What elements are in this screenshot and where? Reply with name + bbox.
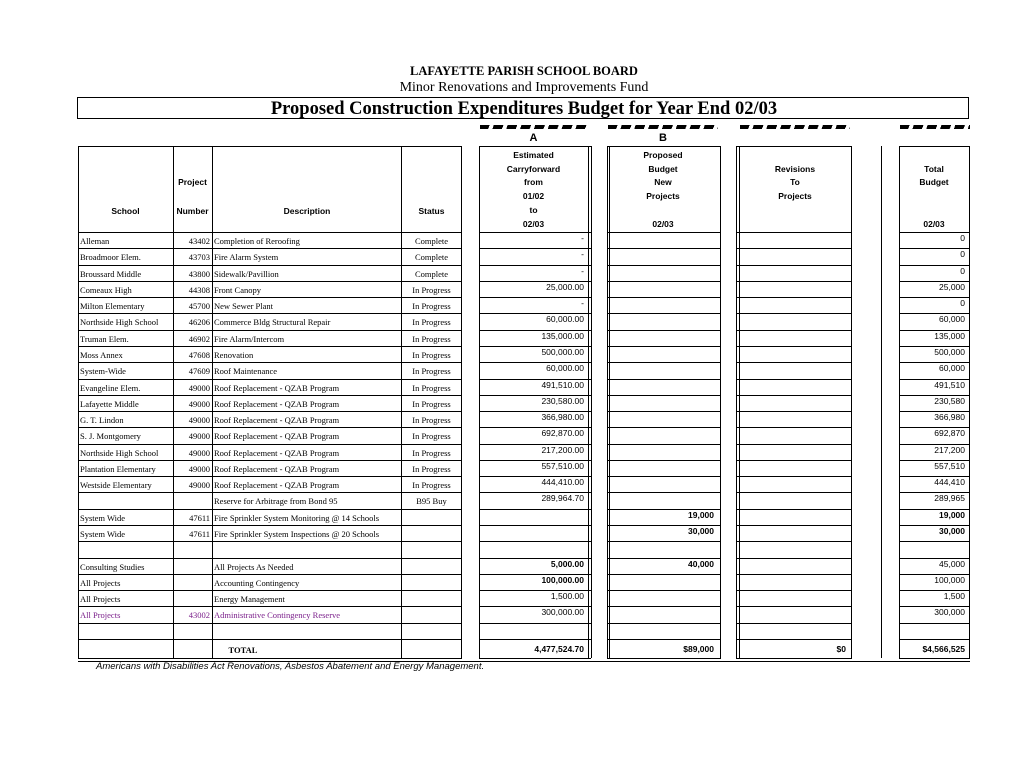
table-cell-carryforward: 491,510.00 — [541, 380, 584, 390]
grid-vline — [591, 146, 592, 658]
grid-hline-row — [78, 558, 462, 559]
grid-hline-row — [78, 623, 462, 624]
total-revisions: $0 — [836, 644, 846, 654]
table-cell-project-number: 49000 — [188, 480, 210, 490]
grid-vline — [736, 146, 737, 658]
table-cell-status: In Progress — [412, 448, 451, 458]
table-cell-project-number: 47611 — [189, 513, 210, 523]
grid-hline-row — [607, 492, 721, 493]
grid-hline-row — [78, 492, 462, 493]
grid-vline — [720, 146, 721, 658]
page-title: Proposed Construction Expenditures Budget for Year End 02/03 — [270, 99, 778, 119]
grid-hline-row — [78, 395, 462, 396]
table-cell-total: 0 — [960, 266, 965, 276]
grid-hline-row — [736, 313, 852, 314]
grid-hline-top — [607, 146, 721, 147]
table-cell-status: In Progress — [412, 317, 451, 327]
col-header-carryforward: Carryforward — [506, 164, 561, 174]
table-cell-project-number: 49000 — [188, 431, 210, 441]
table-cell-carryforward: 135,000.00 — [541, 331, 584, 341]
table-cell-description: Commerce Bldg Structural Repair — [214, 317, 331, 327]
grid-hline-row — [78, 248, 462, 249]
table-cell-description: Roof Replacement - QZAB Program — [214, 399, 340, 409]
grid-hline-row — [78, 313, 462, 314]
grid-hline-row — [736, 411, 852, 412]
table-cell-total: 289,965 — [934, 493, 965, 503]
table-cell-total: 500,000 — [934, 347, 965, 357]
footnote: Americans with Disabilities Act Renovations, Asbestos Abatement and Energy Management. — [96, 661, 485, 672]
table-cell-project-number: 44308 — [188, 285, 210, 295]
grid-hline-bottom — [479, 658, 591, 659]
grid-hline-row — [479, 525, 591, 526]
table-cell-project-number: 45700 — [188, 301, 210, 311]
dash-rule-d — [900, 125, 970, 129]
col-header-revisions: To — [790, 177, 800, 187]
grid-vline — [609, 146, 610, 658]
grid-hline-bottom — [607, 658, 721, 659]
grid-hline-row — [736, 395, 852, 396]
table-cell-carryforward: 300,000.00 — [541, 607, 584, 617]
table-cell-proposed: 40,000 — [688, 559, 714, 569]
col-header-proposed: Proposed — [643, 150, 683, 160]
table-cell-school: System Wide — [80, 529, 126, 539]
table-cell-status: In Progress — [412, 301, 451, 311]
table-cell-total: 557,510 — [934, 461, 965, 471]
grid-hline-row — [607, 248, 721, 249]
table-cell-carryforward: - — [581, 266, 584, 276]
table-cell-school: Moss Annex — [80, 350, 123, 360]
grid-hline-row — [899, 541, 970, 542]
grid-vline — [851, 146, 852, 658]
table-cell-school: Consulting Studies — [80, 562, 145, 572]
table-cell-status: In Progress — [412, 350, 451, 360]
grid-hline-row — [736, 362, 852, 363]
grid-hline-row — [78, 444, 462, 445]
grid-hline-row — [607, 379, 721, 380]
table-cell-school: Evangeline Elem. — [80, 383, 141, 393]
table-cell-total: 366,980 — [934, 412, 965, 422]
table-cell-school: System-Wide — [80, 366, 126, 376]
grid-hline-row — [607, 460, 721, 461]
column-letter-b: B — [659, 132, 667, 144]
col-header-project: Project — [178, 177, 207, 187]
grid-hline-row — [78, 590, 462, 591]
table-cell-project-number: 43402 — [188, 236, 210, 246]
table-cell-total: 25,000 — [939, 282, 965, 292]
grid-hline-row — [736, 525, 852, 526]
table-cell-school: Comeaux High — [80, 285, 132, 295]
table-cell-school: All Projects — [80, 610, 121, 620]
table-cell-project-number: 49000 — [188, 399, 210, 409]
grid-hline-top — [78, 146, 462, 147]
table-cell-school: All Projects — [80, 578, 121, 588]
grid-hline-top — [899, 146, 970, 147]
table-cell-description: Renovation — [214, 350, 254, 360]
grid-vline — [212, 146, 213, 658]
table-cell-description: Roof Replacement - QZAB Program — [214, 415, 340, 425]
dash-rule-a — [480, 125, 587, 129]
grid-hline-header — [607, 232, 721, 233]
table-cell-total: 0 — [960, 233, 965, 243]
table-cell-status: In Progress — [412, 334, 451, 344]
grid-hline-row — [899, 639, 970, 640]
table-cell-carryforward: 289,964.70 — [541, 493, 584, 503]
table-cell-status: In Progress — [412, 285, 451, 295]
table-cell-carryforward: 217,200.00 — [541, 445, 584, 455]
table-cell-total: 1,500 — [943, 591, 965, 601]
grid-hline-row — [78, 460, 462, 461]
grid-hline-row — [736, 558, 852, 559]
grid-hline-row — [78, 330, 462, 331]
table-cell-project-number: 43002 — [188, 610, 210, 620]
grid-hline-row — [607, 313, 721, 314]
table-cell-carryforward: 230,580.00 — [541, 396, 584, 406]
table-cell-description: Administrative Contingency Reserve — [214, 610, 341, 620]
table-cell-project-number: 46902 — [188, 334, 210, 344]
grid-hline-bottom — [899, 658, 970, 659]
grid-hline-row — [479, 639, 591, 640]
table-cell-description: Roof Maintenance — [214, 366, 278, 376]
grid-hline-row — [736, 297, 852, 298]
table-cell-carryforward: 444,410.00 — [541, 477, 584, 487]
col-header-status: Status — [418, 206, 445, 216]
total-proposed: $89,000 — [683, 644, 714, 654]
total-label: TOTAL — [228, 645, 258, 655]
table-cell-total: 60,000 — [939, 314, 965, 324]
col-header-proposed: Budget — [648, 164, 678, 174]
table-cell-project-number: 43800 — [188, 269, 210, 279]
table-cell-total: 217,200 — [934, 445, 965, 455]
table-cell-description: Completion of Reroofing — [214, 236, 300, 246]
table-cell-status: Complete — [414, 236, 449, 246]
table-cell-total: 135,000 — [934, 331, 965, 341]
table-cell-school: Alleman — [80, 236, 110, 246]
grid-hline-row — [736, 509, 852, 510]
table-cell-project-number: 47611 — [189, 529, 210, 539]
table-cell-status: In Progress — [412, 480, 451, 490]
table-cell-total: 60,000 — [939, 363, 965, 373]
grid-hline-row — [899, 623, 970, 624]
grid-hline-row — [736, 606, 852, 607]
table-cell-description: Fire Alarm System — [214, 252, 279, 262]
table-cell-school: Lafayette Middle — [80, 399, 139, 409]
table-cell-status: In Progress — [412, 464, 451, 474]
grid-vline — [588, 146, 589, 658]
grid-hline-row — [78, 281, 462, 282]
table-cell-status: In Progress — [412, 431, 451, 441]
table-cell-carryforward: 5,000.00 — [550, 559, 584, 569]
table-cell-total: 45,000 — [939, 559, 965, 569]
table-cell-status: In Progress — [412, 399, 451, 409]
col-header-carryforward: to — [529, 205, 538, 215]
table-cell-description: Roof Replacement - QZAB Program — [214, 383, 340, 393]
fund-name: Minor Renovations and Improvements Fund — [399, 80, 649, 95]
total-budget: $4,566,525 — [922, 644, 965, 654]
table-cell-carryforward: 1,500.00 — [550, 591, 584, 601]
table-cell-status: B95 Buy — [416, 496, 447, 506]
table-cell-status: In Progress — [412, 415, 451, 425]
col-header-number: Number — [176, 206, 209, 216]
table-cell-total: 444,410 — [934, 477, 965, 487]
grid-hline-row — [736, 265, 852, 266]
grid-hline-row — [78, 427, 462, 428]
table-cell-carryforward: 100,000.00 — [541, 575, 584, 585]
table-cell-project-number: 49000 — [188, 415, 210, 425]
col-header-carryforward: Estimated — [513, 150, 554, 160]
table-cell-total: 692,870 — [934, 428, 965, 438]
table-cell-description: Fire Alarm/Intercom — [214, 334, 285, 344]
grid-hline-row — [78, 606, 462, 607]
grid-hline-row — [736, 460, 852, 461]
table-cell-carryforward: 60,000.00 — [546, 314, 584, 324]
table-cell-total: 19,000 — [939, 510, 965, 520]
grid-hline-row — [78, 574, 462, 575]
grid-hline-row — [607, 346, 721, 347]
grid-vline — [607, 146, 608, 658]
grid-vline — [969, 146, 970, 658]
grid-hline-row — [607, 265, 721, 266]
grid-hline-row — [78, 541, 462, 542]
grid-hline-row — [78, 525, 462, 526]
grid-hline-row — [78, 411, 462, 412]
column-letter-a: A — [529, 132, 538, 144]
table-cell-project-number: 49000 — [188, 383, 210, 393]
table-cell-total: 491,510 — [934, 380, 965, 390]
grid-hline-row — [78, 509, 462, 510]
col-header-school: School — [111, 206, 140, 216]
table-cell-status: In Progress — [412, 383, 451, 393]
org-name: LAFAYETTE PARISH SCHOOL BOARD — [410, 64, 638, 78]
col-header-carryforward: 01/02 — [522, 191, 545, 201]
table-cell-school: Truman Elem. — [80, 334, 129, 344]
grid-hline-row — [736, 330, 852, 331]
dash-rule-c — [740, 125, 850, 129]
table-cell-description: Energy Management — [214, 594, 285, 604]
table-cell-carryforward: 500,000.00 — [541, 347, 584, 357]
table-cell-status: In Progress — [412, 366, 451, 376]
table-cell-description: Fire Sprinkler System Inspections @ 20 Schools — [214, 529, 380, 539]
grid-hline-row — [736, 623, 852, 624]
grid-hline-top — [736, 146, 852, 147]
table-cell-carryforward: - — [581, 298, 584, 308]
grid-hline-row — [78, 297, 462, 298]
col-header-total: Budget — [919, 177, 949, 187]
col-header-total: Total — [924, 164, 944, 174]
table-cell-project-number: 47608 — [188, 350, 210, 360]
grid-hline-row — [607, 411, 721, 412]
table-cell-proposed: 19,000 — [688, 510, 714, 520]
table-cell-total: 300,000 — [934, 607, 965, 617]
grid-hline-row — [736, 574, 852, 575]
title-box — [77, 97, 969, 119]
table-cell-description: Front Canopy — [214, 285, 261, 295]
grid-hline-row — [479, 623, 591, 624]
grid-hline-row — [736, 492, 852, 493]
grid-hline-row — [78, 362, 462, 363]
grid-hline-row — [78, 476, 462, 477]
col-header-total: 02/03 — [923, 219, 945, 229]
table-cell-school: Westside Elementary — [80, 480, 152, 490]
grid-hline-row — [479, 509, 591, 510]
table-cell-project-number: 43703 — [188, 252, 210, 262]
table-cell-school: All Projects — [80, 594, 121, 604]
grid-vline — [78, 146, 79, 658]
col-header-proposed: Projects — [646, 191, 680, 201]
table-cell-school: G. T. Lindon — [80, 415, 124, 425]
grid-hline-row — [607, 623, 721, 624]
grid-hline-bottom — [78, 658, 462, 659]
grid-hline-row — [736, 379, 852, 380]
grid-hline-top — [479, 146, 591, 147]
table-cell-description: Roof Replacement - QZAB Program — [214, 464, 340, 474]
table-cell-proposed: 30,000 — [688, 526, 714, 536]
table-cell-status: Complete — [414, 269, 449, 279]
col-header-carryforward: from — [524, 177, 543, 187]
grid-hline-row — [479, 541, 591, 542]
table-cell-school: Northside High School — [80, 448, 159, 458]
table-cell-description: New Sewer Plant — [214, 301, 274, 311]
grid-hline-row — [607, 590, 721, 591]
grid-hline-row — [607, 427, 721, 428]
table-cell-description: Sidewalk/Pavillion — [214, 269, 279, 279]
grid-vline — [881, 146, 882, 658]
grid-hline-row — [607, 639, 721, 640]
grid-hline-row — [607, 362, 721, 363]
grid-hline-row — [78, 639, 462, 640]
table-cell-total: 100,000 — [934, 575, 965, 585]
table-cell-description: Roof Replacement - QZAB Program — [214, 480, 340, 490]
col-header-revisions: Projects — [778, 191, 812, 201]
table-cell-project-number: 49000 — [188, 448, 210, 458]
table-cell-description: Fire Sprinkler System Monitoring @ 14 Schools — [214, 513, 380, 523]
table-cell-total: 30,000 — [939, 526, 965, 536]
grid-hline-header — [78, 232, 462, 233]
grid-hline-row — [736, 541, 852, 542]
col-header-revisions: Revisions — [774, 164, 816, 174]
col-header-proposed: 02/03 — [652, 219, 674, 229]
grid-hline-row — [736, 444, 852, 445]
total-carryforward: 4,477,524.70 — [534, 644, 584, 654]
table-cell-project-number: 47609 — [188, 366, 210, 376]
col-header-proposed: New — [654, 177, 672, 187]
table-cell-carryforward: 692,870.00 — [541, 428, 584, 438]
table-cell-total: 0 — [960, 298, 965, 308]
table-cell-carryforward: - — [581, 249, 584, 259]
table-cell-school: System Wide — [80, 513, 126, 523]
grid-hline-row — [607, 281, 721, 282]
table-cell-school: Broadmoor Elem. — [80, 252, 141, 262]
grid-hline-row — [78, 346, 462, 347]
table-cell-total: 0 — [960, 249, 965, 259]
table-cell-school: Broussard Middle — [80, 269, 142, 279]
grid-hline-row — [736, 476, 852, 477]
table-cell-school: S. J. Montgomery — [80, 431, 141, 441]
grid-hline-row — [607, 606, 721, 607]
table-cell-description: Accounting Contingency — [214, 578, 300, 588]
grid-hline-row — [607, 395, 721, 396]
table-cell-description: All Projects As Needed — [214, 562, 294, 572]
grid-hline-row — [736, 639, 852, 640]
grid-hline-row — [607, 444, 721, 445]
table-cell-school: Northside High School — [80, 317, 159, 327]
grid-hline-row — [607, 574, 721, 575]
table-cell-project-number: 49000 — [188, 464, 210, 474]
table-cell-carryforward: - — [581, 233, 584, 243]
grid-hline-row — [607, 541, 721, 542]
table-cell-school: Milton Elementary — [80, 301, 145, 311]
grid-hline-row — [736, 346, 852, 347]
table-cell-project-number: 46206 — [188, 317, 210, 327]
table-cell-total: 230,580 — [934, 396, 965, 406]
grid-hline-row — [736, 590, 852, 591]
grid-vline — [461, 146, 462, 658]
grid-hline-row — [607, 297, 721, 298]
table-cell-carryforward: 557,510.00 — [541, 461, 584, 471]
table-cell-carryforward: 25,000.00 — [546, 282, 584, 292]
col-header-description: Description — [283, 206, 331, 216]
grid-hline-bottom — [736, 658, 852, 659]
grid-hline-row — [607, 476, 721, 477]
grid-hline-row — [736, 427, 852, 428]
col-header-carryforward: 02/03 — [522, 219, 545, 229]
table-cell-status: Complete — [414, 252, 449, 262]
table-cell-carryforward: 366,980.00 — [541, 412, 584, 422]
grid-hline-row — [736, 281, 852, 282]
grid-hline-row — [78, 379, 462, 380]
grid-hline-row — [78, 265, 462, 266]
table-cell-description: Roof Replacement - QZAB Program — [214, 431, 340, 441]
table-cell-carryforward: 60,000.00 — [546, 363, 584, 373]
grid-hline-row — [736, 248, 852, 249]
grid-hline-header — [736, 232, 852, 233]
table-cell-description: Reserve for Arbitrage from Bond 95 — [214, 496, 338, 506]
table-cell-description: Roof Replacement - QZAB Program — [214, 448, 340, 458]
dash-rule-b — [608, 125, 718, 129]
grid-vline — [739, 146, 740, 658]
table-cell-school: Plantation Elementary — [80, 464, 156, 474]
grid-hline-row — [607, 330, 721, 331]
